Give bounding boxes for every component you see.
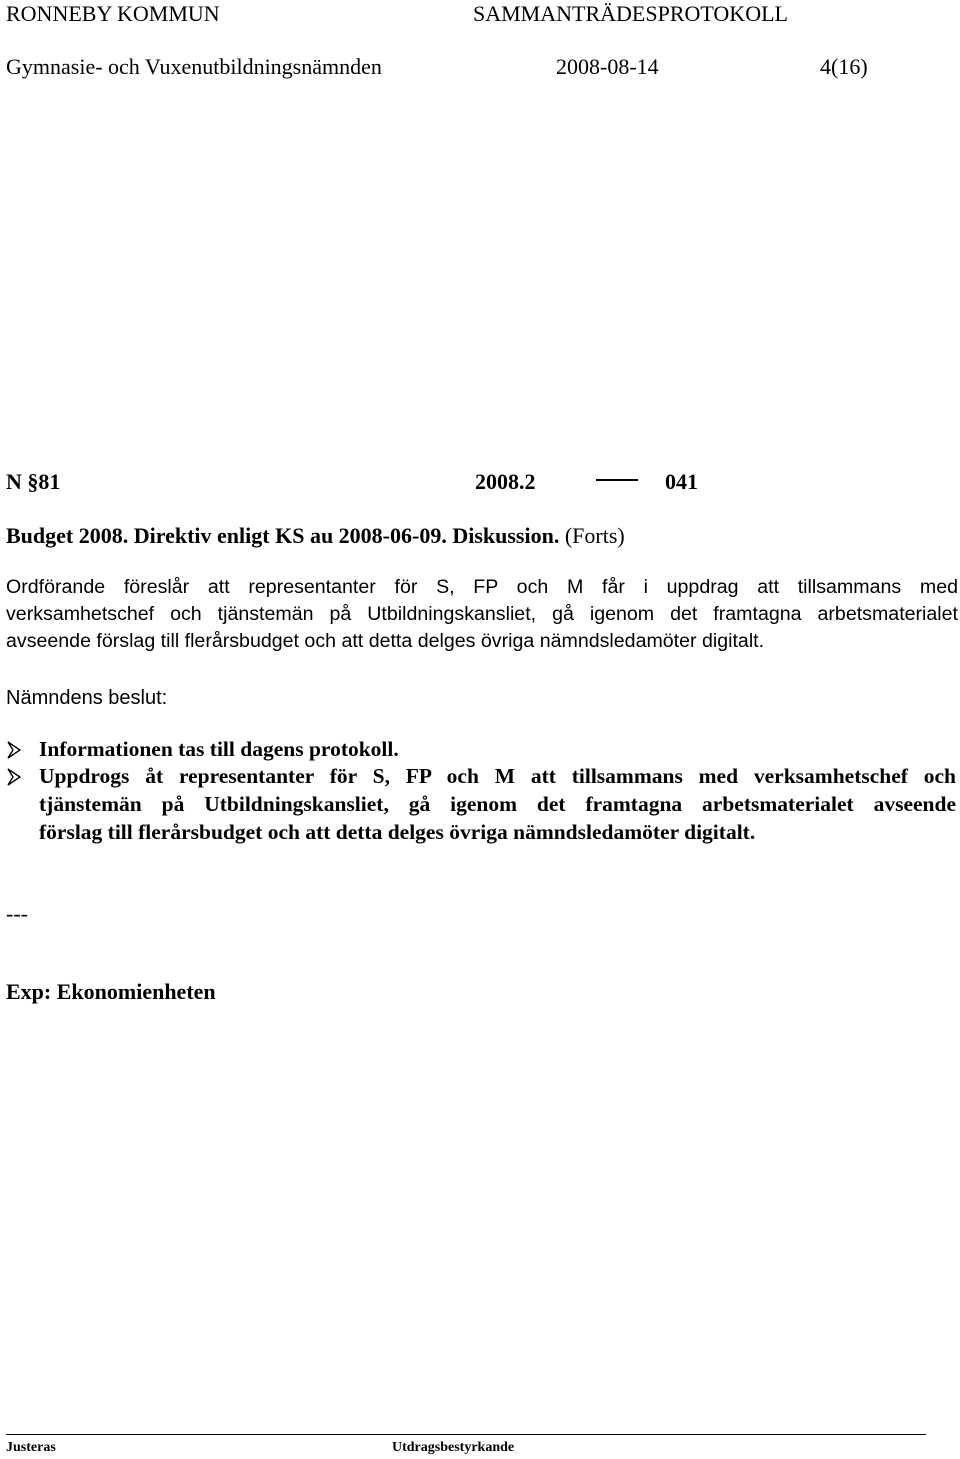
decision-bullet-2-line: tjänstemän på Utbildningskansliet, gå igenom det framtagna arbetsmaterialet avseende: [39, 792, 956, 816]
paragraph-body: [6, 574, 958, 655]
decision-bullet-1: Informationen tas till dagens protokoll.: [39, 737, 399, 761]
utdragsbestyrkande-label: Utdragsbestyrkande: [392, 1440, 515, 1455]
decision-bullet-2-line: Uppdrogs åt representanter för S, FP och M att tillsammans med verksamhetschef och: [39, 764, 956, 788]
paragraph-number: N §81: [6, 469, 61, 494]
diary-number-dash: [596, 479, 638, 481]
paragraph-title-text: Budget 2008. Direktiv enligt KS au 2008-06-09. Diskussion.: [6, 523, 560, 548]
diary-number-part-b: 041: [665, 469, 698, 494]
paragraph-body-line: avseende förslag till flerårsbudget och att detta delges övriga nämndsledamöter digitalt.: [6, 630, 765, 652]
arrowhead-bullet-icon: [7, 741, 21, 759]
expedition-line: Exp: Ekonomienheten: [6, 979, 216, 1004]
decision-bullet-2: [39, 762, 956, 846]
board-name: Gymnasie- och Vuxenutbildningsnämnden: [6, 54, 382, 79]
paragraph-title-suffix: (Forts): [564, 523, 625, 548]
paragraph-body-line: verksamhetschef och tjänstemän på Utbildningskansliet, gå igenom det framtagna arbetsmaterialet: [6, 603, 958, 625]
diary-number-part-a: 2008.2: [475, 469, 536, 494]
document-type: SAMMANTRÄDESPROTOKOLL: [473, 1, 788, 26]
paragraph-body-line: Ordförande föreslår att representanter för S, FP och M får i uppdrag att tillsammans med: [6, 576, 958, 598]
justeras-label: Justeras: [6, 1440, 56, 1455]
page-number: 4(16): [820, 54, 868, 79]
meeting-date: 2008-08-14: [556, 54, 659, 79]
section-separator: ---: [6, 901, 28, 926]
paragraph-title: [6, 522, 625, 550]
organization-name: RONNEBY KOMMUN: [6, 1, 220, 26]
decision-heading: Nämndens beslut:: [6, 687, 168, 709]
footer-rule: [6, 1434, 926, 1435]
arrowhead-bullet-icon: [7, 768, 21, 786]
decision-bullet-2-line: förslag till flerårsbudget och att detta delges övriga nämndsledamöter digitalt.: [39, 820, 756, 844]
